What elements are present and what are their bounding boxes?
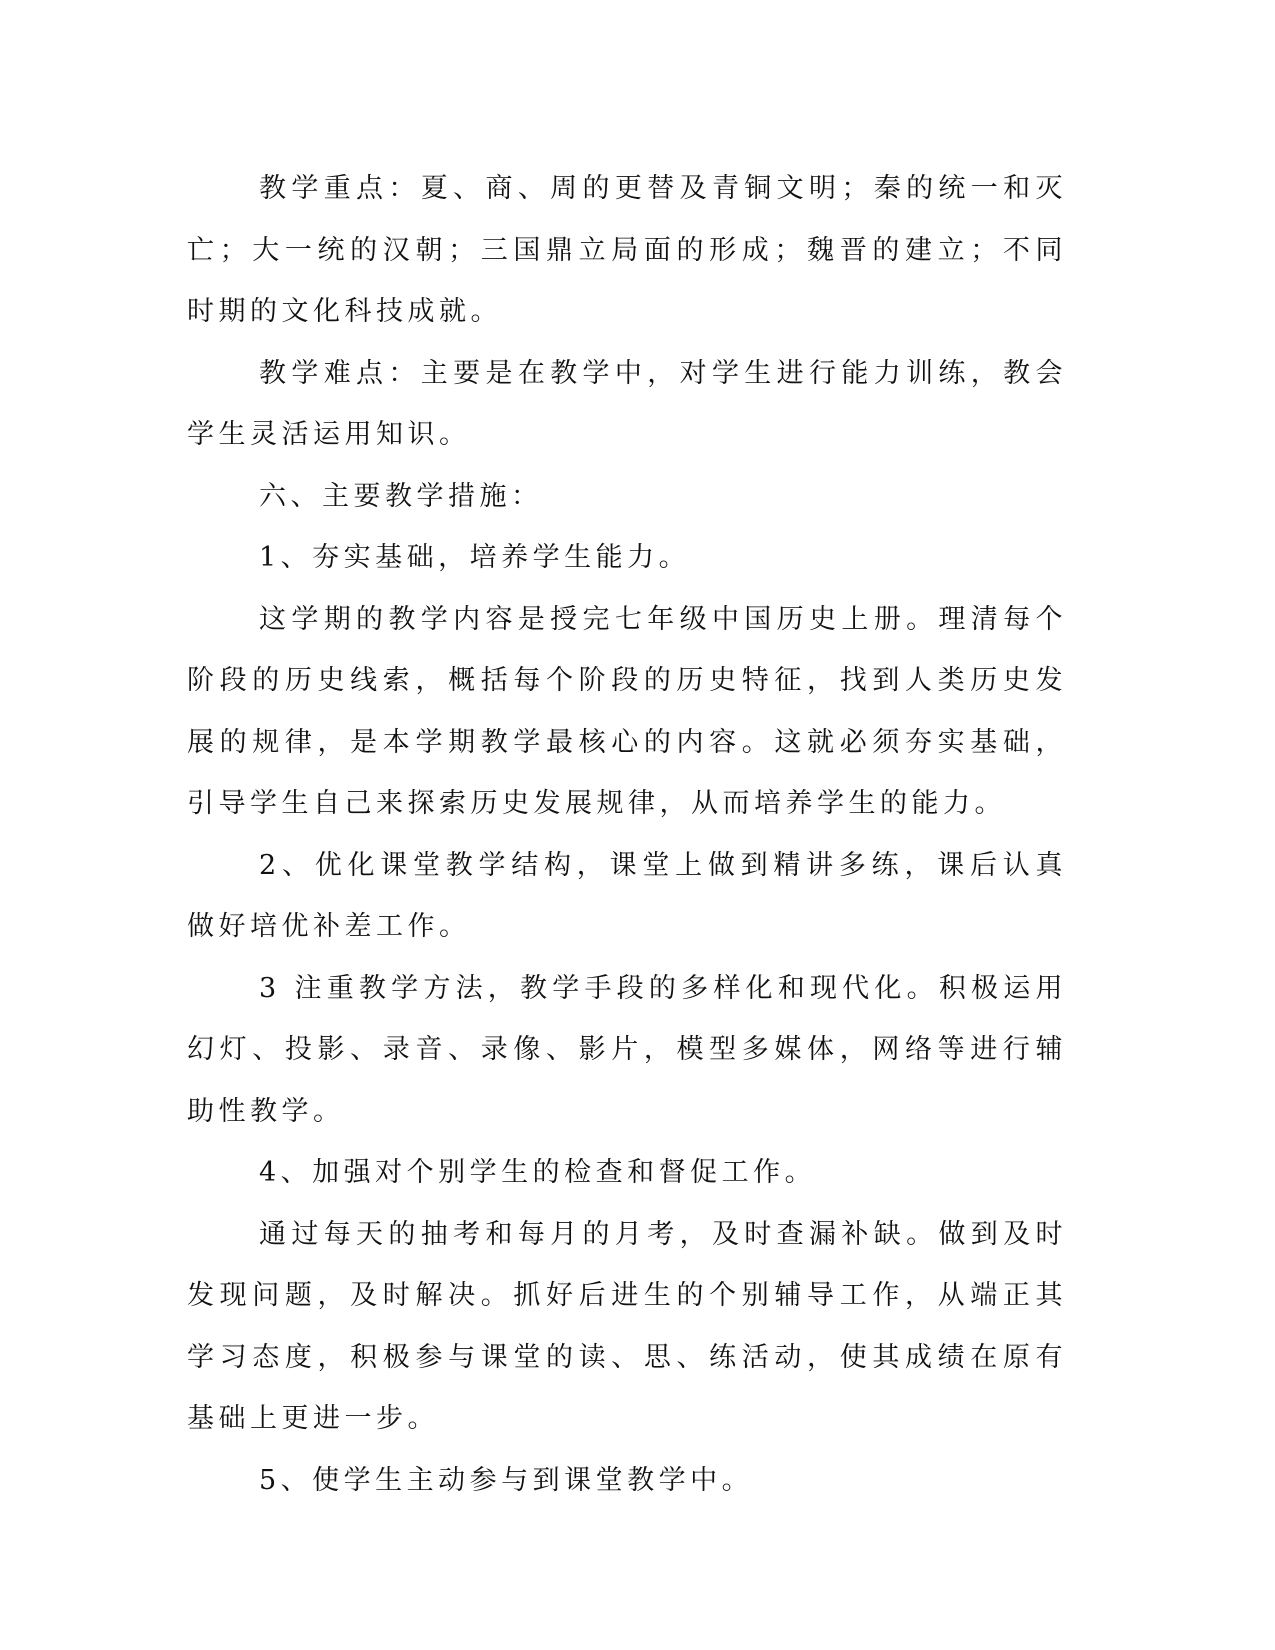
measure-item-5: 5、使学生主动参与到课堂教学中。	[259, 1464, 754, 1496]
measure-item-4: 4、加强对个别学生的检查和督促工作。	[259, 1157, 817, 1188]
paragraph-measure-1-detail: 这学期的教学内容是授完七年级中国历史上册。理清每个阶段的历史线索，概括每个阶段的历史特征，找到人类历史发展的规律，是本学期教学最核心的内容。这就必须夯实基础，引导学生自己来探索历史发展规律，从而培养学生的能力。	[187, 603, 1067, 819]
measure-item-3: 3 注重教学方法，教学手段的多样化和现代化。积极运用幻灯、投影、录音、录像、影片，模型多媒体，网络等进行辅助性教学。	[187, 972, 1067, 1127]
paragraph-teaching-difficulty: 教学难点：主要是在教学中，对学生进行能力训练，教会学生灵活运用知识。	[187, 357, 1067, 450]
paragraph-measure-4-detail: 通过每天的抽考和每月的月考，及时查漏补缺。做到及时发现问题，及时解决。抓好后进生的个别辅导工作，从端正其学习态度，积极参与课堂的读、思、练活动，使其成绩在原有基础上更进一步。	[187, 1218, 1067, 1434]
measure-item-2: 2、优化课堂教学结构，课堂上做到精讲多练，课后认真做好培优补差工作。	[187, 849, 1067, 942]
document-body	[187, 158, 1067, 1511]
section-heading-measures: 六、主要教学措施：	[259, 480, 543, 512]
paragraph-teaching-focus: 教学重点：夏、商、周的更替及青铜文明；秦的统一和灭亡；大一统的汉朝；三国鼎立局面的形成；魏晋的建立；不同时期的文化科技成就。	[187, 173, 1067, 327]
measure-item-1: 1、夯实基础，培养学生能力。	[259, 542, 691, 573]
